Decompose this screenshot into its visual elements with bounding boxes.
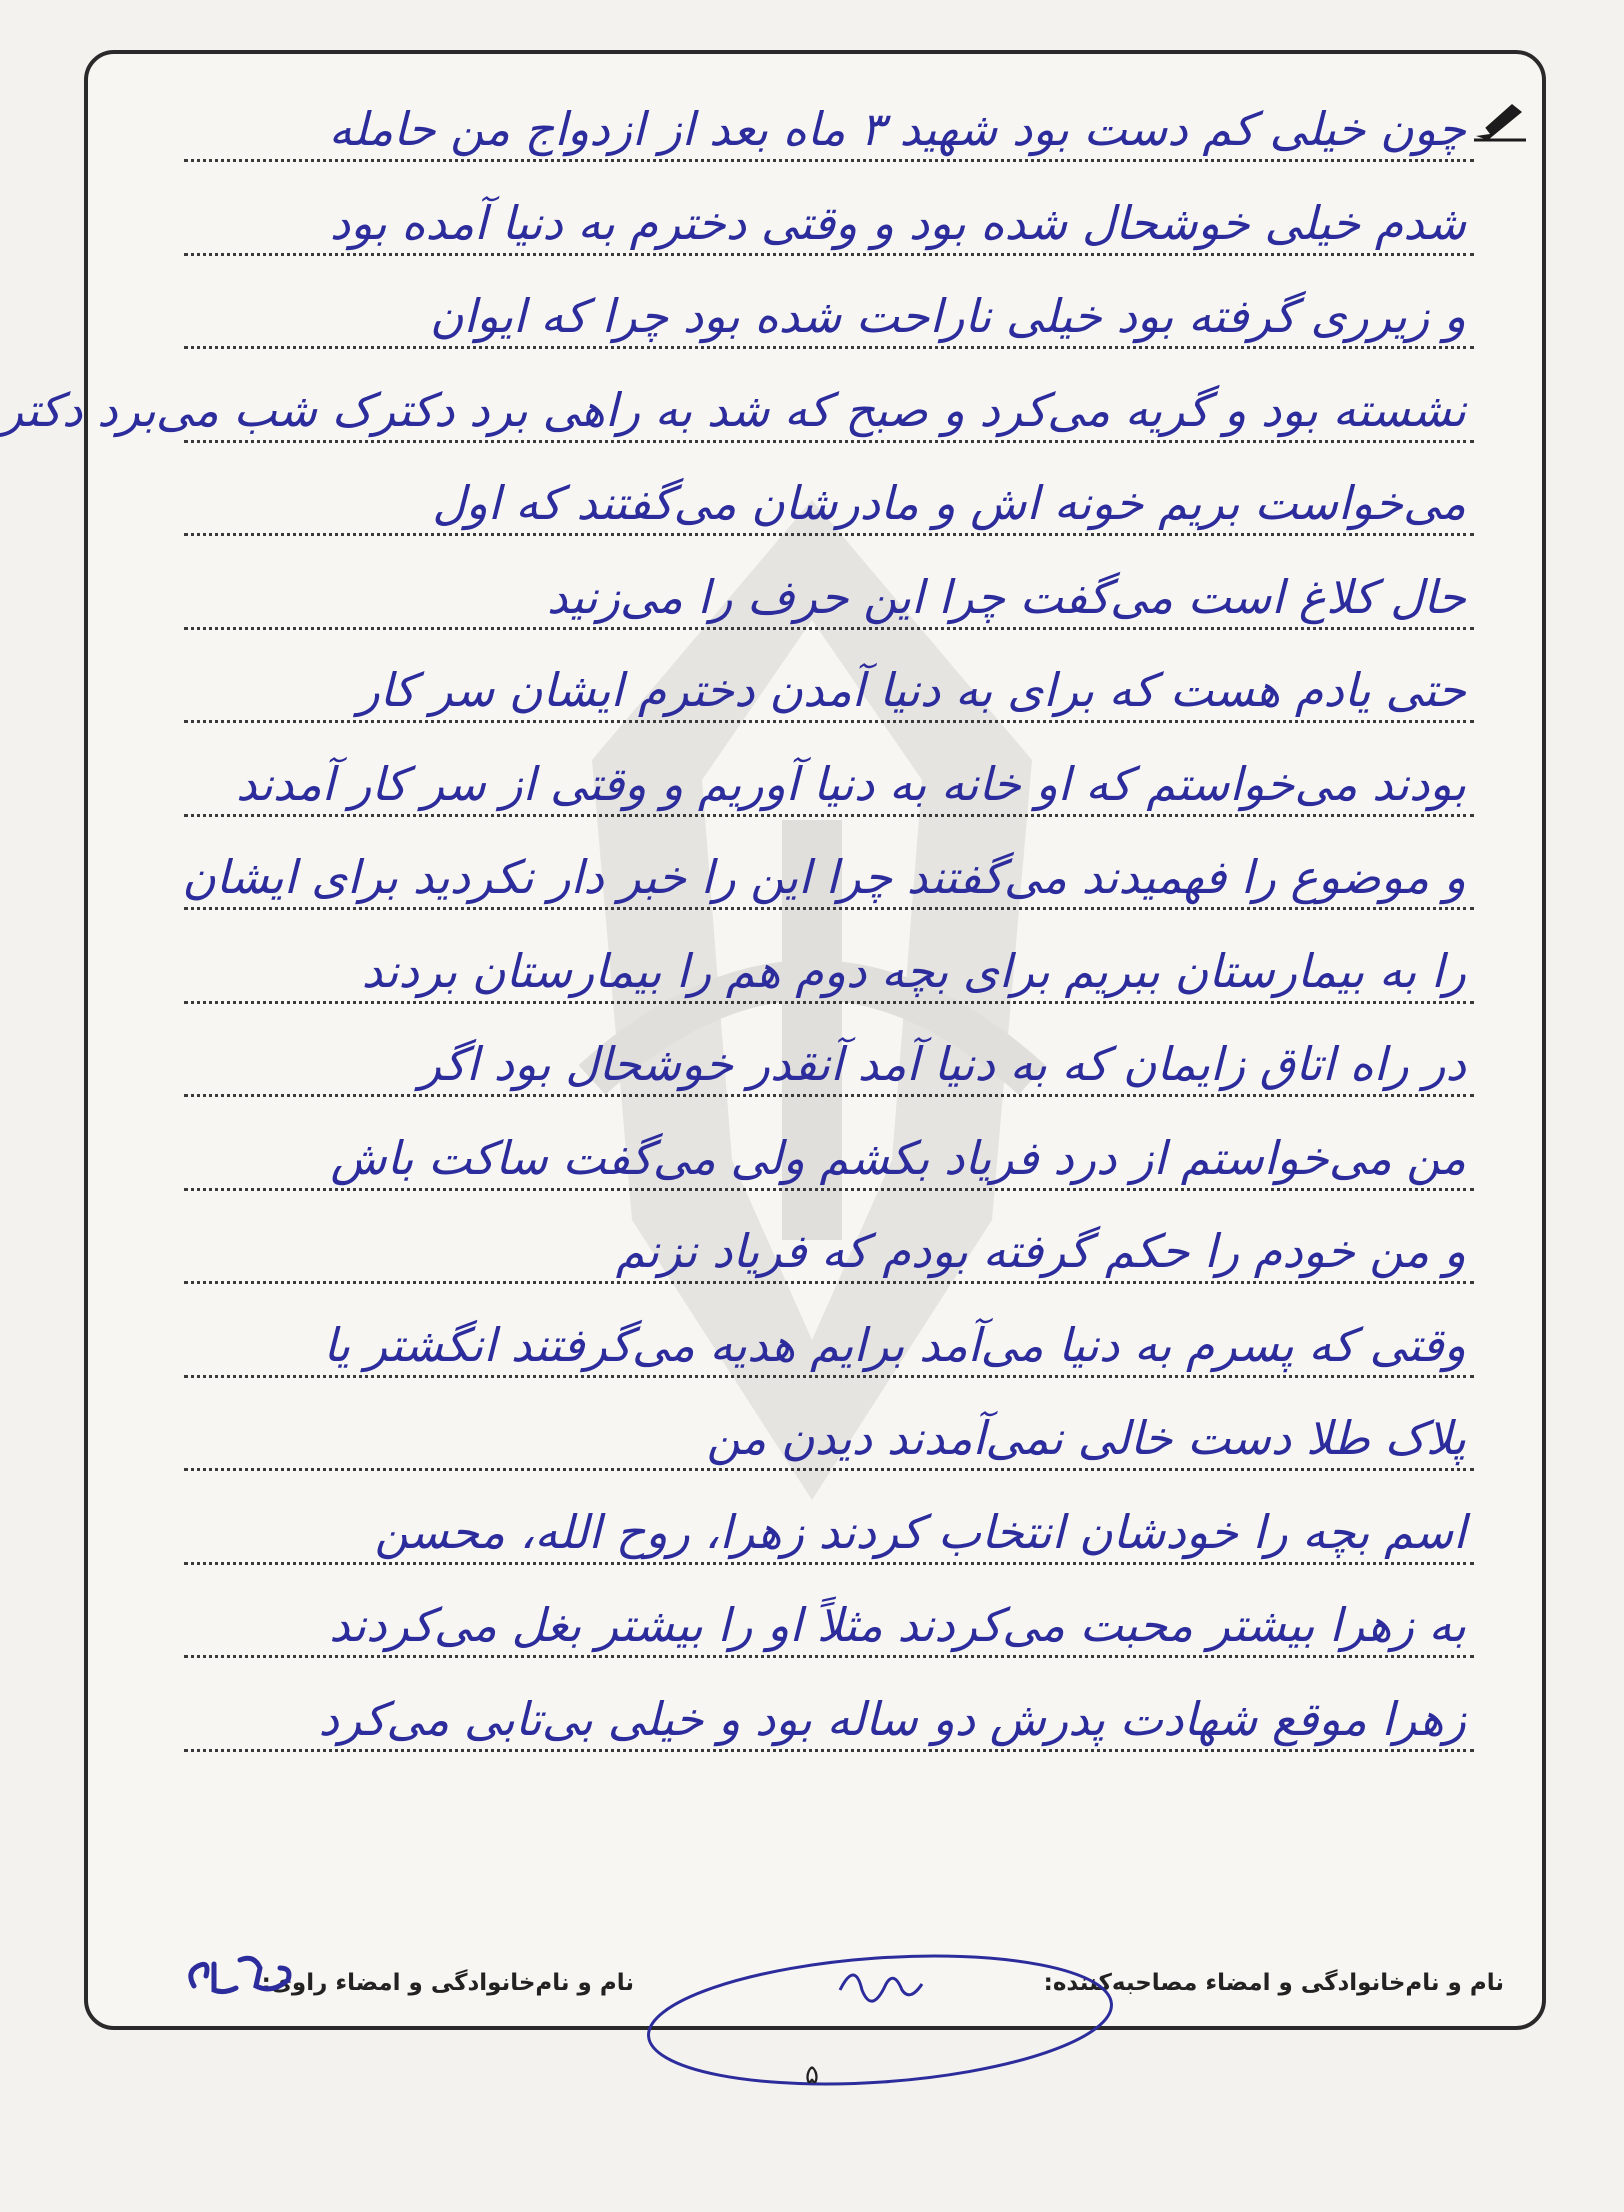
handwritten-line-text: من می‌خواستم از درد فریاد بکشم ولی می‌گفت ساکت باش	[330, 1130, 1466, 1185]
dotted-rule	[184, 533, 1474, 536]
handwritten-line-text: به زهرا بیشتر محبت می‌کردند مثلاً او را بیشتر بغل می‌کردند	[329, 1598, 1466, 1652]
dotted-rule	[184, 159, 1474, 162]
handwritten-line-text: بودند می‌خواستم که او خانه به دنیا آوریم و وقتی از سر کار آمدند	[235, 756, 1466, 811]
handwritten-line-text: می‌خواست بریم خونه اش و مادرشان می‌گفتند که اول	[432, 476, 1466, 530]
handwritten-line-text: شدم خیلی خوشحال شده بود و وقتی دخترم به دنیا آمده بود	[329, 195, 1466, 250]
handwritten-line	[184, 164, 1474, 256]
handwritten-line-text: در راه اتاق زایمان که به دنیا آمد آنقدر خوشحال بود اگر	[418, 1037, 1466, 1091]
dotted-rule	[184, 1562, 1474, 1565]
handwritten-line	[184, 1566, 1474, 1658]
handwritten-line-text: پلاک طلا دست خالی نمی‌آمدند دیدن من	[706, 1411, 1466, 1465]
handwritten-line	[184, 912, 1474, 1004]
dotted-rule	[184, 253, 1474, 256]
handwritten-line	[184, 1379, 1474, 1471]
dotted-rule	[184, 1001, 1474, 1004]
handwritten-line	[184, 1099, 1474, 1191]
dotted-rule	[184, 907, 1474, 910]
interviewer-signature	[640, 1940, 1120, 2100]
dotted-rule	[184, 440, 1474, 443]
handwritten-line-text: اسم بچه را خودشان انتخاب کردند زهرا، روح الله، محسن	[374, 1504, 1466, 1559]
dotted-rule	[184, 814, 1474, 817]
handwritten-line	[184, 70, 1474, 162]
handwritten-line	[184, 1660, 1474, 1752]
dotted-rule	[184, 720, 1474, 723]
handwritten-line-text: حتی یادم هست که برای به دنیا آمدن دخترم ایشان سر کار	[357, 663, 1466, 717]
dotted-rule	[184, 1375, 1474, 1378]
handwritten-line	[184, 1192, 1474, 1284]
handwritten-line	[0, 351, 1474, 443]
handwritten-line	[184, 444, 1474, 536]
handwritten-line-text: و زیرری گرفته بود خیلی ناراحت شده بود چرا که ایوان	[429, 289, 1466, 343]
handwritten-line-text: و من خودم را حکم گرفته بودم که فریاد نزنم	[615, 1224, 1466, 1278]
handwritten-line	[184, 725, 1474, 817]
interviewer-label: نام و نام‌خانوادگی و امضاء مصاحبه‌کننده:	[1043, 1970, 1504, 1996]
dotted-rule	[184, 1094, 1474, 1097]
handwritten-line	[184, 631, 1474, 723]
dotted-rule	[184, 1281, 1474, 1284]
handwritten-line	[184, 1005, 1474, 1097]
handwritten-line	[184, 538, 1474, 630]
handwritten-line-text: وقتی که پسرم به دنیا می‌آمد برایم هدیه می‌گرفتند انگشتر یا	[323, 1317, 1466, 1372]
handwritten-line	[184, 818, 1474, 910]
dotted-rule	[184, 1749, 1474, 1752]
page-number: ۵	[805, 2060, 819, 2090]
pen-icon	[1472, 96, 1528, 142]
handwritten-line-text: چون خیلی کم دست بود شهید ۳ ماه بعد از ازدواج من حامله	[328, 102, 1466, 156]
handwritten-line-text: و موضوع را فهمیدند می‌گفتند چرا این را خبر دار نکردید برای ایشان	[182, 850, 1466, 904]
handwritten-line	[184, 257, 1474, 349]
handwritten-line	[184, 1473, 1474, 1565]
narrator-label: نام و نام‌خانوادگی و امضاء راوی:	[261, 1970, 634, 1996]
handwritten-line-text: نشسته بود و گریه می‌کرد و صبح که شد به راهی برد دکترک شب می‌برد دکتر	[0, 382, 1466, 437]
dotted-rule	[184, 627, 1474, 630]
handwritten-line-text: حال کلاغ است می‌گفت چرا این حرف را می‌زنید	[546, 569, 1466, 624]
narrator-signature	[180, 1950, 300, 2010]
dotted-rule	[184, 1655, 1474, 1658]
handwritten-line-text: زهرا موقع شهادت پدرش دو ساله بود و خیلی بی‌تابی می‌کرد	[318, 1691, 1466, 1746]
dotted-rule	[184, 346, 1474, 349]
handwritten-line-text: را به بیمارستان ببریم برای بچه دوم هم را بیمارستان بردند	[361, 943, 1466, 998]
dotted-rule	[184, 1188, 1474, 1191]
handwritten-line	[184, 1286, 1474, 1378]
dotted-rule	[184, 1468, 1474, 1471]
